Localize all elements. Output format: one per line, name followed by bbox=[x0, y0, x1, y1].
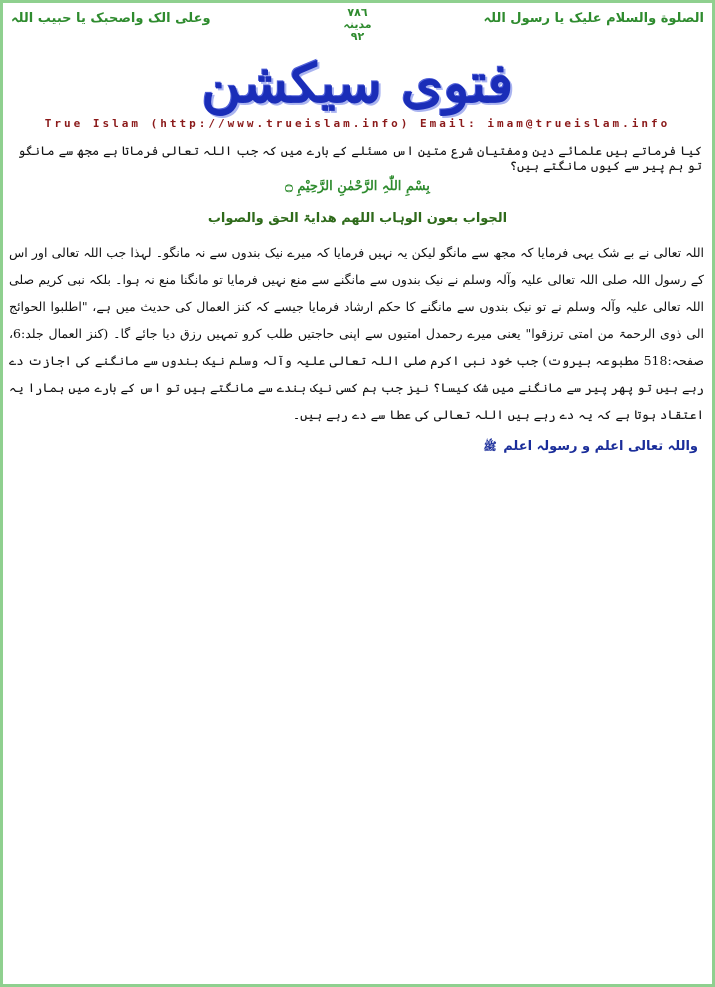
closing-text: واللہ تعالی اعلم و رسولہ اعلم bbox=[503, 439, 698, 454]
salutation-seal-icon: ﷺ bbox=[483, 440, 497, 453]
site-contact-line: True Islam (http://www.trueislam.info) Email: imam@trueislam.info bbox=[44, 117, 671, 130]
answer-body: اللہ تعالی نے بے شک یہی فرمایا کہ مجھ سے مانگو لیکن یہ نہیں فرمایا کہ میرے نیک بندوں سے نہ مانگو۔ لہذا جب اللہ تعالی اور اس کے رسول اللہ صلی اللہ تعالی علیہ وآلہ وسلم نے نیک بندوں سے مانگنے سے منع نہیں فرمایا تو مانگنا منع نہ ہوا۔ بلکہ نبی کریم صلی اللہ تعالی علیہ وآلہ وسلم نے تو نیک بندوں سے مانگنے کا حکم ارشاد فرمایا جیسے کہ کنز العمال کی حدیث میں ہے، "اطلبوا الحوائج الی ذوی الرحمۃ من امتی ترزقوا" یعنی میرے رحمدل امتیوں سے اپنی حاجتیں طلب کرو تمہیں رزق دیا جائے گا۔ (کنز العمال جلد:6، صفحہ:518 مطبوعہ بیروت) جب خود نبی اکرم صلی اللہ تعالی علیہ وآلہ وسلم نیک بندوں سے مانگنے کی اجازت دے رہے ہیں تو پھر پیر سے مانگنے میں شک کیسا؟ نیز جب ہم کسی نیک بندے سے مانگتے ہیں تو اس کے بارے میں ہمارا یہ اعتقاد ہوتا ہے کہ یہ دے رہے ہیں اللہ تعالی کی عطا سے دے رہے ہیں۔ bbox=[9, 245, 704, 422]
header-salutation-left: وعلی الک واصحبک یا حبیب اللہ bbox=[11, 11, 211, 26]
header-center-word: مدینہ bbox=[343, 18, 372, 31]
question-text: کیا فرماتے ہیں علمائے دین ومفتیان شرع متین اس مسئلے کے بارے میں کہ جب اللہ تعالی فرماتا ہے مجھ سے مانگو تو ہم پیر سے کیوں مانگتے ہیں؟ bbox=[17, 143, 702, 173]
header-center-number: ٧٨٦ bbox=[347, 6, 368, 19]
closing-line bbox=[483, 439, 698, 456]
header-center-sub: ٩٢ bbox=[350, 30, 365, 43]
header-salutation-right: الصلوة والسلام علیک یا رسول اللہ bbox=[483, 11, 704, 26]
bismillah-line: بِسْمِ اللّٰہِ الرَّحْمٰنِ الرَّحِیْمِ ۝ bbox=[285, 179, 430, 194]
answer-heading: الجواب بعون الوہاب اللھم ھدایۃ الحق والصواب bbox=[207, 211, 508, 226]
page-title: فتوی سیکشن bbox=[201, 51, 514, 115]
header-center-emblem bbox=[343, 7, 371, 43]
header-bar bbox=[9, 6, 706, 43]
